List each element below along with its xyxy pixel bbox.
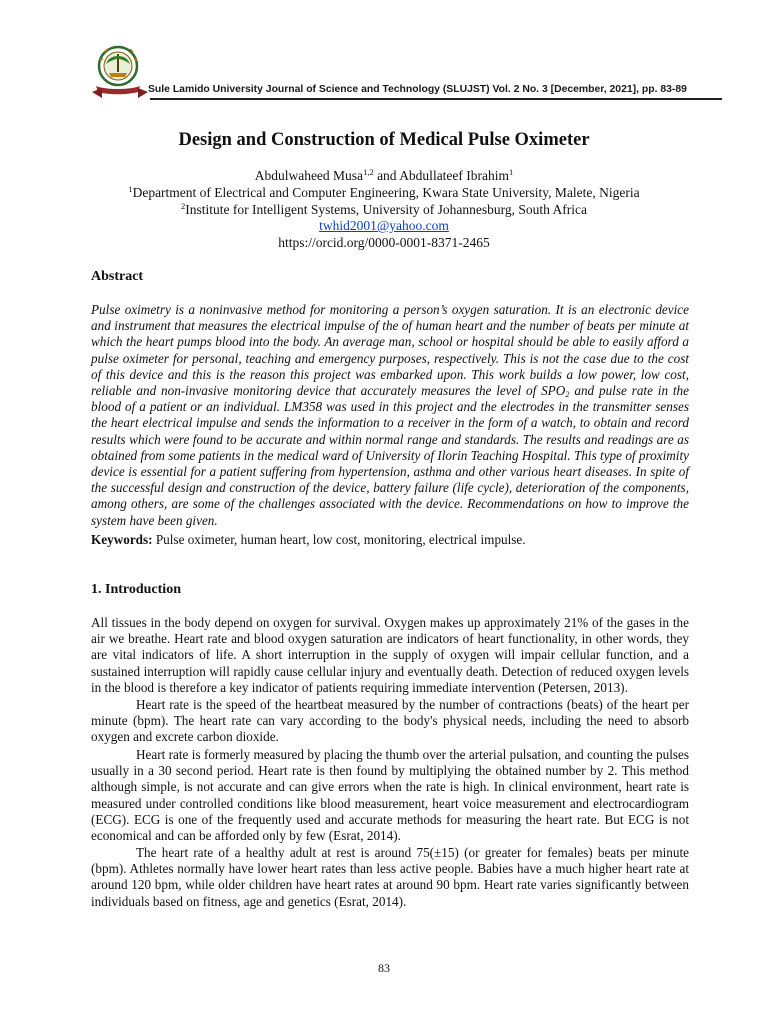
author-name: Abdulwaheed Musa	[254, 168, 364, 183]
affiliation-text: Department of Electrical and Computer Engineering, Kwara State University, Malete, Nigeria	[132, 185, 640, 200]
author-conjunction: and	[373, 168, 400, 183]
author-line	[0, 168, 768, 184]
author-affiliation-mark: 1	[509, 167, 514, 177]
abstract-heading: Abstract	[91, 269, 144, 284]
paper-title: Design and Construction of Medical Pulse Oximeter	[178, 130, 590, 150]
header-rule	[150, 98, 722, 100]
intro-paragraph-2: Heart rate is the speed of the heartbeat measured by the number of contractions (beats) of the heart per minute (bpm). The heart rate can vary according to the body's physical needs, including the need to absorb oxygen and excrete carbon dioxide.	[91, 697, 689, 745]
author-affiliation-mark: 1,2	[363, 167, 374, 177]
affiliation-mark: 2	[181, 201, 186, 211]
page-number: 83	[378, 961, 390, 975]
affiliation-mark: 1	[128, 184, 133, 194]
author-name: Abdullateef Ibrahim	[399, 168, 510, 183]
intro-paragraph-1: All tissues in the body depend on oxygen for survival. Oxygen makes up approximately 21% of the gases in the air we breathe. Heart rate and blood oxygen saturation are indicators of heart functionality, in other words, they are vital indicators of life. A short interruption in the supply of oxygen will impair cellular function, and a sustained interruption will rapidly cause cellular injury and eventually death. Detection of reduced oxygen levels in the blood is therefore a key indicator of patients requiring immediate intervention (Petersen, 2013).	[91, 615, 689, 695]
orcid-link[interactable]: https://orcid.org/0000-0001-8371-2465	[278, 235, 490, 250]
keywords-text: Pulse oximeter, human heart, low cost, monitoring, electrical impulse.	[152, 532, 526, 547]
affiliation-1	[0, 185, 768, 201]
abstract-text-part: and pulse rate in the blood of a patient or an individual. LM358 was used in this project and the electrodes in the transmitter senses the heart electrical impulse and sends the information to a receiver in the form of a watch, to obtain and record results which were found to be accurate and within normal range and standards. The results and readings are as obtained from some patients in the medical ward of University of Ilorin Teaching Hospital. This type of proximity device is essential for a patient suffering from hypertension, asthma and other various heart diseases. In spite of the successful design and construction of the device, battery failure (life cycle), deterioration of the components, among others, are some of the challenges associated with the device. Recommendations on how to improve the system have been given.	[91, 383, 689, 528]
journal-header	[88, 42, 728, 104]
keywords-label: Keywords:	[91, 532, 153, 547]
intro-paragraph-4: The heart rate of a healthy adult at rest is around 75(±15) (or greater for females) beats per minute (bpm). Athletes normally have lower heart rates than less active people. Babies have a much higher heart rate at around 120 bpm, while older children have heart rates at around 90 bpm. Heart rate varies significantly between individuals based on fitness, age and genetics (Esrat, 2014).	[91, 845, 689, 909]
spo2-subscript: 2	[565, 389, 570, 400]
affiliation-text: Institute for Intelligent Systems, University of Johannesburg, South Africa	[185, 202, 587, 217]
affiliation-2	[0, 202, 768, 218]
email-link[interactable]: twhid2001@yahoo.com	[319, 218, 449, 233]
abstract-text-part: Pulse oximetry is a noninvasive method for monitoring a person’s oxygen saturation. It is an electronic device and instrument that measures the electrical impulse of the of human heart and the number of beats per minute at which the heart pumps blood into the body. An average man, school or hospital should be able to easily afford a pulse oximeter for personal, teaching and emergency purposes, respectively. This is not the case due to the cost of this device and this is the reason this project was embarked upon. This work builds a low power, low cost, reliable and non-invasive monitoring device that accurately measures the level of SPO	[91, 302, 689, 399]
abstract-text	[91, 302, 689, 529]
university-crest-icon	[90, 42, 150, 100]
keywords	[91, 532, 689, 548]
journal-title: Sule Lamido University Journal of Science and Technology (SLUJST) Vol. 2 No. 3 [December, 2021], pp. 83-89	[148, 84, 687, 95]
intro-paragraph-3: Heart rate is formerly measured by placing the thumb over the arterial pulsation, and counting the pulses usually in a 30 second period. Heart rate is then found by multiplying the obtained number by 2. This method although simple, is not accurate and can give errors when the rate is high. In clinical environment, heart rate is measured under controlled conditions like blood measurement, heart voice measurement and electrocardiogram (ECG). ECG is one of the frequently used and accurate methods for measuring the heart rate. But ECG is not economical and can be afforded only by few (Esrat, 2014).	[91, 747, 689, 844]
introduction-heading: 1. Introduction	[91, 582, 181, 597]
